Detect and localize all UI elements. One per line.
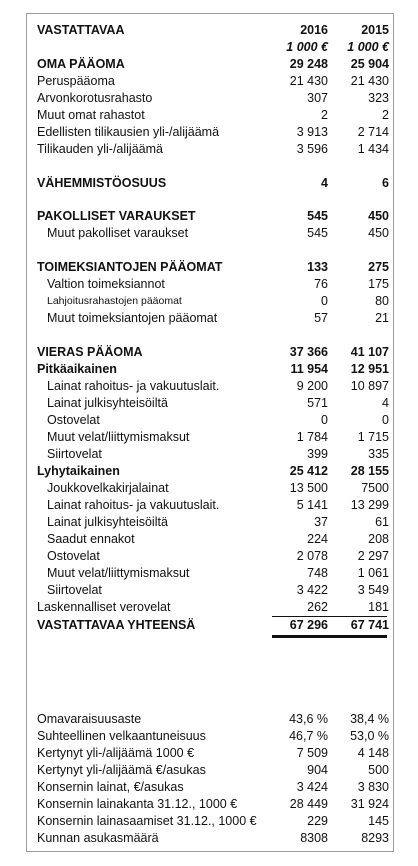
value-2015: 61 [375,515,389,529]
value-2016: 262 [307,600,328,614]
row-label: OMA PÄÄOMA [37,57,125,71]
row-label: Muut velat/liittymismaksut [47,566,190,580]
table-row [37,107,393,124]
row-label: Lainat julkisyhteisöiltä [47,515,168,529]
value-2015: 12 951 [350,362,389,376]
value-2015: 31 924 [350,797,389,811]
table-row [37,310,393,327]
value-2015: 0 [382,413,389,427]
value-2016: 25 412 [289,464,328,478]
unit-2015: 1 000 € [347,40,389,54]
value-2015: 1 061 [357,566,389,580]
unit-2016: 1 000 € [286,40,328,54]
row-label: Laskennalliset verovelat [37,600,171,614]
value-2016: 224 [307,532,328,546]
value-2015: 8293 [361,831,389,845]
row-label: Muut toimeksiantojen pääomat [47,311,218,325]
table-row [37,293,393,310]
table-row [37,582,393,599]
value-2015: 181 [368,600,389,614]
table-row [37,565,393,582]
value-2016: 9 200 [296,379,328,393]
row-label: Konsernin lainat, €/asukas [37,780,184,794]
value-2015: 450 [368,226,389,240]
table-row [37,141,393,158]
value-2015: 67 741 [350,618,389,632]
value-2015: 3 830 [357,780,389,794]
table-row [37,446,393,463]
keyfigure-row [37,711,393,728]
value-2015: 1 434 [357,142,389,156]
value-2015: 10 897 [350,379,389,393]
value-2015: 53,0 % [350,729,389,743]
row-label: VASTATTAVAA YHTEENSÄ [37,618,196,632]
row-label: Muut velat/liittymismaksut [47,430,190,444]
keyfigure-row [37,796,393,813]
value-2015: 4 [382,396,389,410]
table-row [37,599,393,616]
value-2016: 0 [321,413,328,427]
value-2015: 25 904 [350,57,389,71]
table-row [37,429,393,446]
row-label: Lahjoitusrahastojen pääomat [47,295,182,307]
row-label: Arvonkorotusrahasto [37,91,153,105]
row-label: Lainat rahoitus- ja vakuutuslait. [47,498,220,512]
value-2016: 3 422 [296,583,328,597]
value-2015: 145 [368,814,389,828]
value-2016: 7 509 [296,746,328,760]
table-row [37,225,393,242]
year-2016-header: 2016 [300,23,328,37]
value-2015: 6 [382,176,389,190]
value-2015: 275 [368,260,389,274]
row-label: VIERAS PÄÄOMA [37,345,143,359]
value-2015: 21 [375,311,389,325]
keyfigure-row [37,830,393,847]
table-row [37,548,393,565]
table-row [37,90,393,107]
value-2016: 3 424 [296,780,328,794]
table-row [37,73,393,90]
value-2015: 323 [368,91,389,105]
row-label: VÄHEMMISTÖOSUUS [37,176,167,190]
value-2015: 175 [368,277,389,291]
value-2016: 37 366 [289,345,328,359]
table-row [37,344,393,361]
row-label: Muut omat rahastot [37,108,145,122]
value-2016: 5 141 [296,498,328,512]
value-2016: 8308 [300,831,328,845]
table-row [37,56,393,73]
value-2015: 41 107 [350,345,389,359]
value-2016: 43,6 % [289,712,328,726]
row-label: Konsernin lainasaamiset 31.12., 1000 € [37,814,257,828]
table-row [37,276,393,293]
value-2016: 229 [307,814,328,828]
value-2015: 450 [368,209,389,223]
value-2016: 57 [314,311,328,325]
total-row [37,617,393,634]
row-label: Kertynyt yli-/alijäämä €/asukas [37,763,206,777]
keyfigure-row [37,779,393,796]
row-label: Lainat julkisyhteisöiltä [47,396,168,410]
value-2016: 21 430 [289,74,328,88]
table-row [37,361,393,378]
value-2016: 13 500 [289,481,328,495]
value-2016: 4 [321,176,328,190]
value-2016: 11 954 [290,362,328,376]
value-2015: 2 297 [357,549,389,563]
row-label: Konsernin lainakanta 31.12., 1000 € [37,797,238,811]
value-2016: 37 [314,515,328,529]
table-row [37,514,393,531]
value-2016: 28 449 [289,797,328,811]
value-2015: 7500 [361,481,389,495]
value-2015: 208 [368,532,389,546]
value-2016: 29 248 [289,57,328,71]
table-row [37,531,393,548]
value-2016: 133 [307,260,328,274]
value-2015: 335 [368,447,389,461]
balance-sheet-liabilities-panel [26,13,394,852]
table-row [37,395,393,412]
value-2015: 80 [375,294,389,308]
value-2015: 1 715 [357,430,389,444]
header-row [37,22,393,39]
value-2016: 1 784 [296,430,328,444]
value-2016: 67 296 [289,618,328,632]
value-2015: 2 714 [357,125,389,139]
row-label: Siirtovelat [47,583,102,597]
row-label: Ostovelat [47,413,100,427]
value-2015: 21 430 [350,74,389,88]
keyfigure-row [37,813,393,830]
total-double-rule [272,635,387,638]
value-2016: 748 [307,566,328,580]
value-2016: 3 913 [296,125,328,139]
row-label: Kertynyt yli-/alijäämä 1000 € [37,746,195,760]
table-row [37,259,393,276]
row-label: PAKOLLISET VARAUKSET [37,209,196,223]
table-row [37,480,393,497]
row-label: Lainat rahoitus- ja vakuutuslait. [47,379,220,393]
value-2016: 545 [307,226,328,240]
table-row [37,412,393,429]
table-title: VASTATTAVAA [37,23,125,37]
keyfigure-row [37,762,393,779]
table-row [37,124,393,141]
year-2015-header: 2015 [361,23,389,37]
keyfigure-row [37,728,393,745]
value-2015: 2 [382,108,389,122]
row-label: Valtion toimeksiannot [47,277,165,291]
table-row [37,175,393,192]
value-2016: 399 [307,447,328,461]
row-label: Saadut ennakot [47,532,135,546]
value-2016: 2 [321,108,328,122]
row-label: Ostovelat [47,549,100,563]
value-2016: 0 [321,294,328,308]
value-2016: 571 [307,396,328,410]
keyfigure-row [37,745,393,762]
table-row [37,378,393,395]
row-label: Muut pakolliset varaukset [47,226,189,240]
value-2016: 3 596 [296,142,328,156]
table-row [37,463,393,480]
value-2016: 46,7 % [289,729,328,743]
value-2016: 76 [314,277,328,291]
value-2016: 545 [307,209,328,223]
value-2016: 904 [307,763,328,777]
row-label: Omavaraisuusaste [37,712,142,726]
value-2015: 4 148 [357,746,389,760]
row-label: Lyhytaikainen [37,464,120,478]
row-label: Edellisten tilikausien yli-/alijäämä [37,125,220,139]
value-2015: 13 299 [350,498,389,512]
row-label: Siirtovelat [47,447,102,461]
row-label: Peruspääoma [37,74,115,88]
value-2015: 38,4 % [350,712,389,726]
value-2016: 307 [307,91,328,105]
table-row [37,208,393,225]
value-2016: 2 078 [296,549,328,563]
unit-row [37,39,393,56]
value-2015: 500 [368,763,389,777]
row-label: Kunnan asukasmäärä [37,831,159,845]
row-label: Tilikauden yli-/alijäämä [37,142,163,156]
row-label: Joukkovelkakirjalainat [47,481,169,495]
value-2015: 28 155 [350,464,389,478]
row-label: TOIMEKSIANTOJEN PÄÄOMAT [37,260,223,274]
row-label: Suhteellinen velkaantuneisuus [37,729,206,743]
value-2015: 3 549 [357,583,389,597]
row-label: Pitkäaikainen [37,362,117,376]
table-row [37,497,393,514]
